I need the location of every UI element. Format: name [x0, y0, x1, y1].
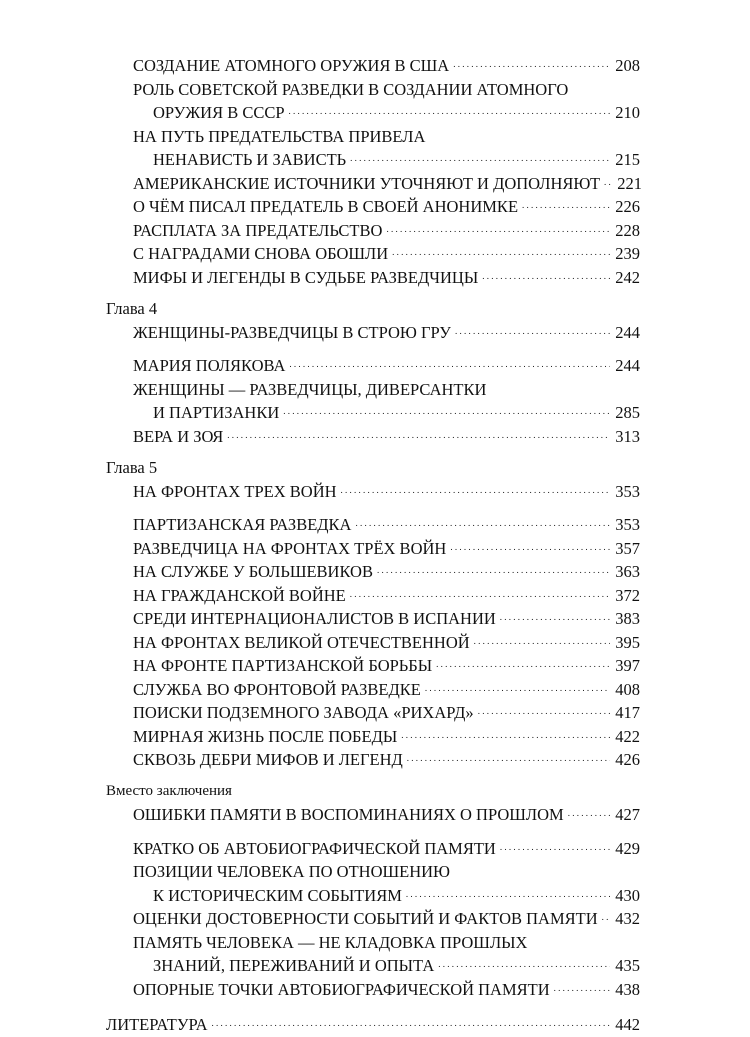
dot-leader	[212, 1018, 610, 1028]
toc-entry-title-cont: ОРУЖИЯ В СССР	[153, 103, 285, 122]
toc-entry-page: 435	[615, 956, 640, 975]
toc-entry-title: ЖЕНЩИНЫ-РАЗВЕДЧИЦЫ В СТРОЮ ГРУ	[133, 322, 451, 342]
toc-entry-page: 417	[615, 703, 640, 722]
toc-entry-page: 313	[615, 426, 640, 446]
dot-leader	[401, 730, 610, 740]
toc-entry-title: ЛИТЕРАТУРА	[106, 1015, 208, 1034]
dot-leader	[500, 842, 610, 852]
toc-entry[interactable]	[106, 978, 640, 1002]
toc-entry[interactable]	[106, 678, 640, 702]
toc-entry[interactable]	[106, 584, 640, 608]
dot-leader	[500, 612, 610, 622]
toc-entry-page: 426	[615, 750, 640, 769]
dot-leader	[438, 959, 610, 969]
toc-entry[interactable]	[106, 425, 640, 449]
toc-entry-title: ПАМЯТЬ ЧЕЛОВЕКА — НЕ КЛАДОВКА ПРОШЛЫХ	[133, 932, 528, 952]
dot-leader	[604, 177, 612, 187]
toc-entry-line1[interactable]	[106, 78, 640, 102]
toc-entry-page: 429	[615, 838, 640, 858]
dot-leader	[341, 485, 610, 495]
dot-leader	[283, 406, 610, 416]
toc-entry[interactable]	[106, 401, 640, 425]
dot-leader	[350, 589, 610, 599]
chapter-heading[interactable]	[106, 321, 640, 345]
toc-entry-page: 242	[615, 267, 640, 287]
toc-entry-title: ОШИБКИ ПАМЯТИ В ВОСПОМИНАНИЯХ О ПРОШЛОМ	[133, 805, 564, 824]
toc-entry-title-cont: ЗНАНИЙ, ПЕРЕЖИВАНИЙ И ОПЫТА	[153, 956, 435, 975]
spacer	[106, 827, 640, 837]
toc-entry[interactable]	[106, 560, 640, 584]
toc-entry[interactable]	[106, 513, 640, 537]
toc-entry-title: НА СЛУЖБЕ У БОЛЬШЕВИКОВ	[133, 562, 373, 581]
toc-entry[interactable]	[106, 242, 640, 266]
toc-entry-page: 353	[615, 481, 640, 501]
toc-entry-page: 208	[615, 56, 640, 75]
toc-entry[interactable]	[106, 654, 640, 678]
toc-entry-line1[interactable]	[106, 125, 640, 149]
dot-leader	[289, 106, 610, 116]
toc-entry[interactable]	[106, 195, 640, 219]
chapter-heading[interactable]	[106, 803, 640, 827]
toc-entry-page: 239	[615, 244, 640, 263]
toc-entry-page: 432	[615, 909, 640, 928]
dot-leader	[436, 659, 610, 669]
toc-entry[interactable]	[106, 101, 640, 125]
toc-entry[interactable]	[106, 354, 640, 378]
toc-entry-title: НА ПУТЬ ПРЕДАТЕЛЬСТВА ПРИВЕЛА	[133, 126, 426, 146]
dot-leader	[377, 565, 610, 575]
toc-entry-page: 285	[615, 403, 640, 422]
toc-entry-page: 221	[617, 173, 643, 193]
toc-entry-title-cont: И ПАРТИЗАНКИ	[153, 403, 280, 422]
dot-leader	[554, 983, 610, 993]
toc-entry-page: 372	[615, 585, 640, 605]
dot-leader	[568, 808, 610, 818]
toc-entry-page: 353	[615, 515, 640, 534]
dot-leader	[392, 247, 610, 257]
toc-entry[interactable]	[106, 701, 640, 725]
toc-entry-title: МИФЫ И ЛЕГЕНДЫ В СУДЬБЕ РАЗВЕДЧИЦЫ	[133, 267, 479, 287]
toc-entry[interactable]	[106, 537, 640, 561]
toc-entry-page: 408	[615, 679, 640, 699]
toc-entry-page: 383	[615, 609, 640, 628]
dot-leader	[482, 271, 610, 281]
toc-entry-title: ОПОРНЫЕ ТОЧКИ АВТОБИОГРАФИЧЕСКОЙ ПАМЯТИ	[133, 979, 550, 999]
toc-entry-page: 442	[615, 1015, 640, 1034]
toc-entry-page: 244	[615, 322, 640, 342]
toc-entry-title: ЖЕНЩИНЫ — РАЗВЕДЧИЦЫ, ДИВЕРСАНТКИ	[133, 379, 487, 399]
dot-leader	[602, 912, 610, 922]
dot-leader	[455, 326, 610, 336]
toc-entry[interactable]	[106, 631, 640, 655]
toc-entry[interactable]	[106, 172, 643, 196]
spacer	[106, 344, 640, 354]
toc-entry-title: СРЕДИ ИНТЕРНАЦИОНАЛИСТОВ В ИСПАНИИ	[133, 609, 496, 628]
toc-entry[interactable]	[106, 748, 640, 772]
table-of-contents	[106, 54, 643, 1037]
dot-leader	[386, 224, 610, 234]
toc-entry-page: 363	[615, 562, 640, 581]
toc-entry-title: НА ГРАЖДАНСКОЙ ВОЙНЕ	[133, 585, 346, 605]
toc-entry-line1[interactable]	[106, 860, 640, 884]
dot-leader	[406, 889, 610, 899]
toc-entry-title: ВЕРА И ЗОЯ	[133, 426, 224, 446]
toc-entry-title: МАРИЯ ПОЛЯКОВА	[133, 356, 286, 375]
toc-entry-page: 427	[615, 805, 640, 824]
toc-entry[interactable]	[106, 266, 640, 290]
toc-entry-title: ПАРТИЗАНСКАЯ РАЗВЕДКА	[133, 515, 352, 534]
toc-entry-title: НА ФРОНТАХ ВЕЛИКОЙ ОТЕЧЕСТВЕННОЙ	[133, 632, 470, 652]
toc-entry-page: 228	[615, 220, 640, 240]
toc-entry-title: КРАТКО ОБ АВТОБИОГРАФИЧЕСКОЙ ПАМЯТИ	[133, 838, 496, 858]
toc-entry-title-cont: К ИСТОРИЧЕСКИМ СОБЫТИЯМ	[153, 885, 402, 905]
toc-entry-title: ПОИСКИ ПОДЗЕМНОГО ЗАВОДА «РИХАРД»	[133, 703, 474, 722]
dot-leader	[478, 706, 610, 716]
dot-leader	[289, 359, 610, 369]
toc-entry-title: МИРНАЯ ЖИЗНЬ ПОСЛЕ ПОБЕДЫ	[133, 726, 398, 746]
toc-entry-title: СКВОЗЬ ДЕБРИ МИФОВ И ЛЕГЕНД	[133, 750, 403, 769]
toc-entry-title-cont: НЕНАВИСТЬ И ЗАВИСТЬ	[153, 150, 347, 169]
dot-leader	[407, 753, 610, 763]
spacer	[106, 1001, 640, 1013]
toc-entry[interactable]	[106, 219, 640, 243]
toc-entry-title: О ЧЁМ ПИСАЛ ПРЕДАТЕЛЬ В СВОЕЙ АНОНИМКЕ	[133, 197, 519, 216]
toc-entry-title: СЛУЖБА ВО ФРОНТОВОЙ РАЗВЕДКЕ	[133, 679, 421, 699]
toc-entry-title: ПОЗИЦИИ ЧЕЛОВЕКА ПО ОТНОШЕНИЮ	[133, 862, 451, 881]
toc-entry-title: РАЗВЕДЧИЦА НА ФРОНТАХ ТРЁХ ВОЙН	[133, 538, 447, 558]
dot-leader	[522, 200, 610, 210]
toc-entry-page: 244	[615, 356, 640, 375]
toc-entry[interactable]	[106, 907, 640, 931]
toc-entry-page: 226	[615, 197, 640, 216]
chapter-heading[interactable]	[106, 480, 640, 504]
dot-leader	[474, 636, 610, 646]
toc-entry-line1[interactable]	[106, 378, 640, 402]
toc-entry[interactable]	[106, 954, 640, 978]
dot-leader	[355, 518, 610, 528]
dot-leader	[350, 153, 610, 163]
toc-entry[interactable]	[106, 837, 640, 861]
toc-entry-page: 430	[615, 885, 640, 905]
dot-leader	[453, 59, 610, 69]
toc-entry-page: 395	[615, 632, 640, 652]
toc-entry-title: ОЦЕНКИ ДОСТОВЕРНОСТИ СОБЫТИЙ И ФАКТОВ ПАМЯТИ	[133, 909, 598, 928]
toc-entry-page: 215	[615, 150, 640, 169]
chapter-label: Глава 4	[106, 299, 158, 318]
toc-entry-page: 397	[615, 656, 640, 675]
toc-entry[interactable]	[106, 607, 640, 631]
toc-entry-page: 438	[615, 979, 640, 999]
toc-entry-literature[interactable]	[106, 1013, 640, 1037]
chapter-label: Глава 5	[106, 458, 158, 477]
toc-entry-page: 357	[615, 538, 640, 558]
toc-entry-title: РАСПЛАТА ЗА ПРЕДАТЕЛЬСТВО	[133, 220, 383, 240]
toc-entry-page: 422	[615, 726, 640, 746]
toc-entry-title: НА ФРОНТЕ ПАРТИЗАНСКОЙ БОРЬБЫ	[133, 656, 433, 675]
toc-entry-title: РОЛЬ СОВЕТСКОЙ РАЗВЕДКИ В СОЗДАНИИ АТОМНОГО	[133, 79, 569, 99]
dot-leader	[425, 683, 610, 693]
toc-entry-page: 210	[615, 103, 640, 122]
toc-entry[interactable]	[106, 725, 640, 749]
toc-entry-title: СОЗДАНИЕ АТОМНОГО ОРУЖИЯ В США	[133, 56, 450, 75]
toc-entry[interactable]	[106, 884, 640, 908]
toc-entry-title: НА ФРОНТАХ ТРЕХ ВОЙН	[133, 481, 337, 501]
dot-leader	[227, 430, 610, 440]
dot-leader	[450, 542, 610, 552]
chapter-label: Вместо заключения	[106, 782, 232, 799]
toc-entry-line1[interactable]	[106, 931, 640, 955]
toc-entry-title: С НАГРАДАМИ СНОВА ОБОШЛИ	[133, 244, 389, 263]
toc-entry[interactable]	[106, 54, 640, 78]
toc-entry-title: АМЕРИКАНСКИЕ ИСТОЧНИКИ УТОЧНЯЮТ И ДОПОЛНЯЮТ	[133, 173, 601, 193]
toc-entry[interactable]	[106, 148, 640, 172]
spacer	[106, 503, 640, 513]
